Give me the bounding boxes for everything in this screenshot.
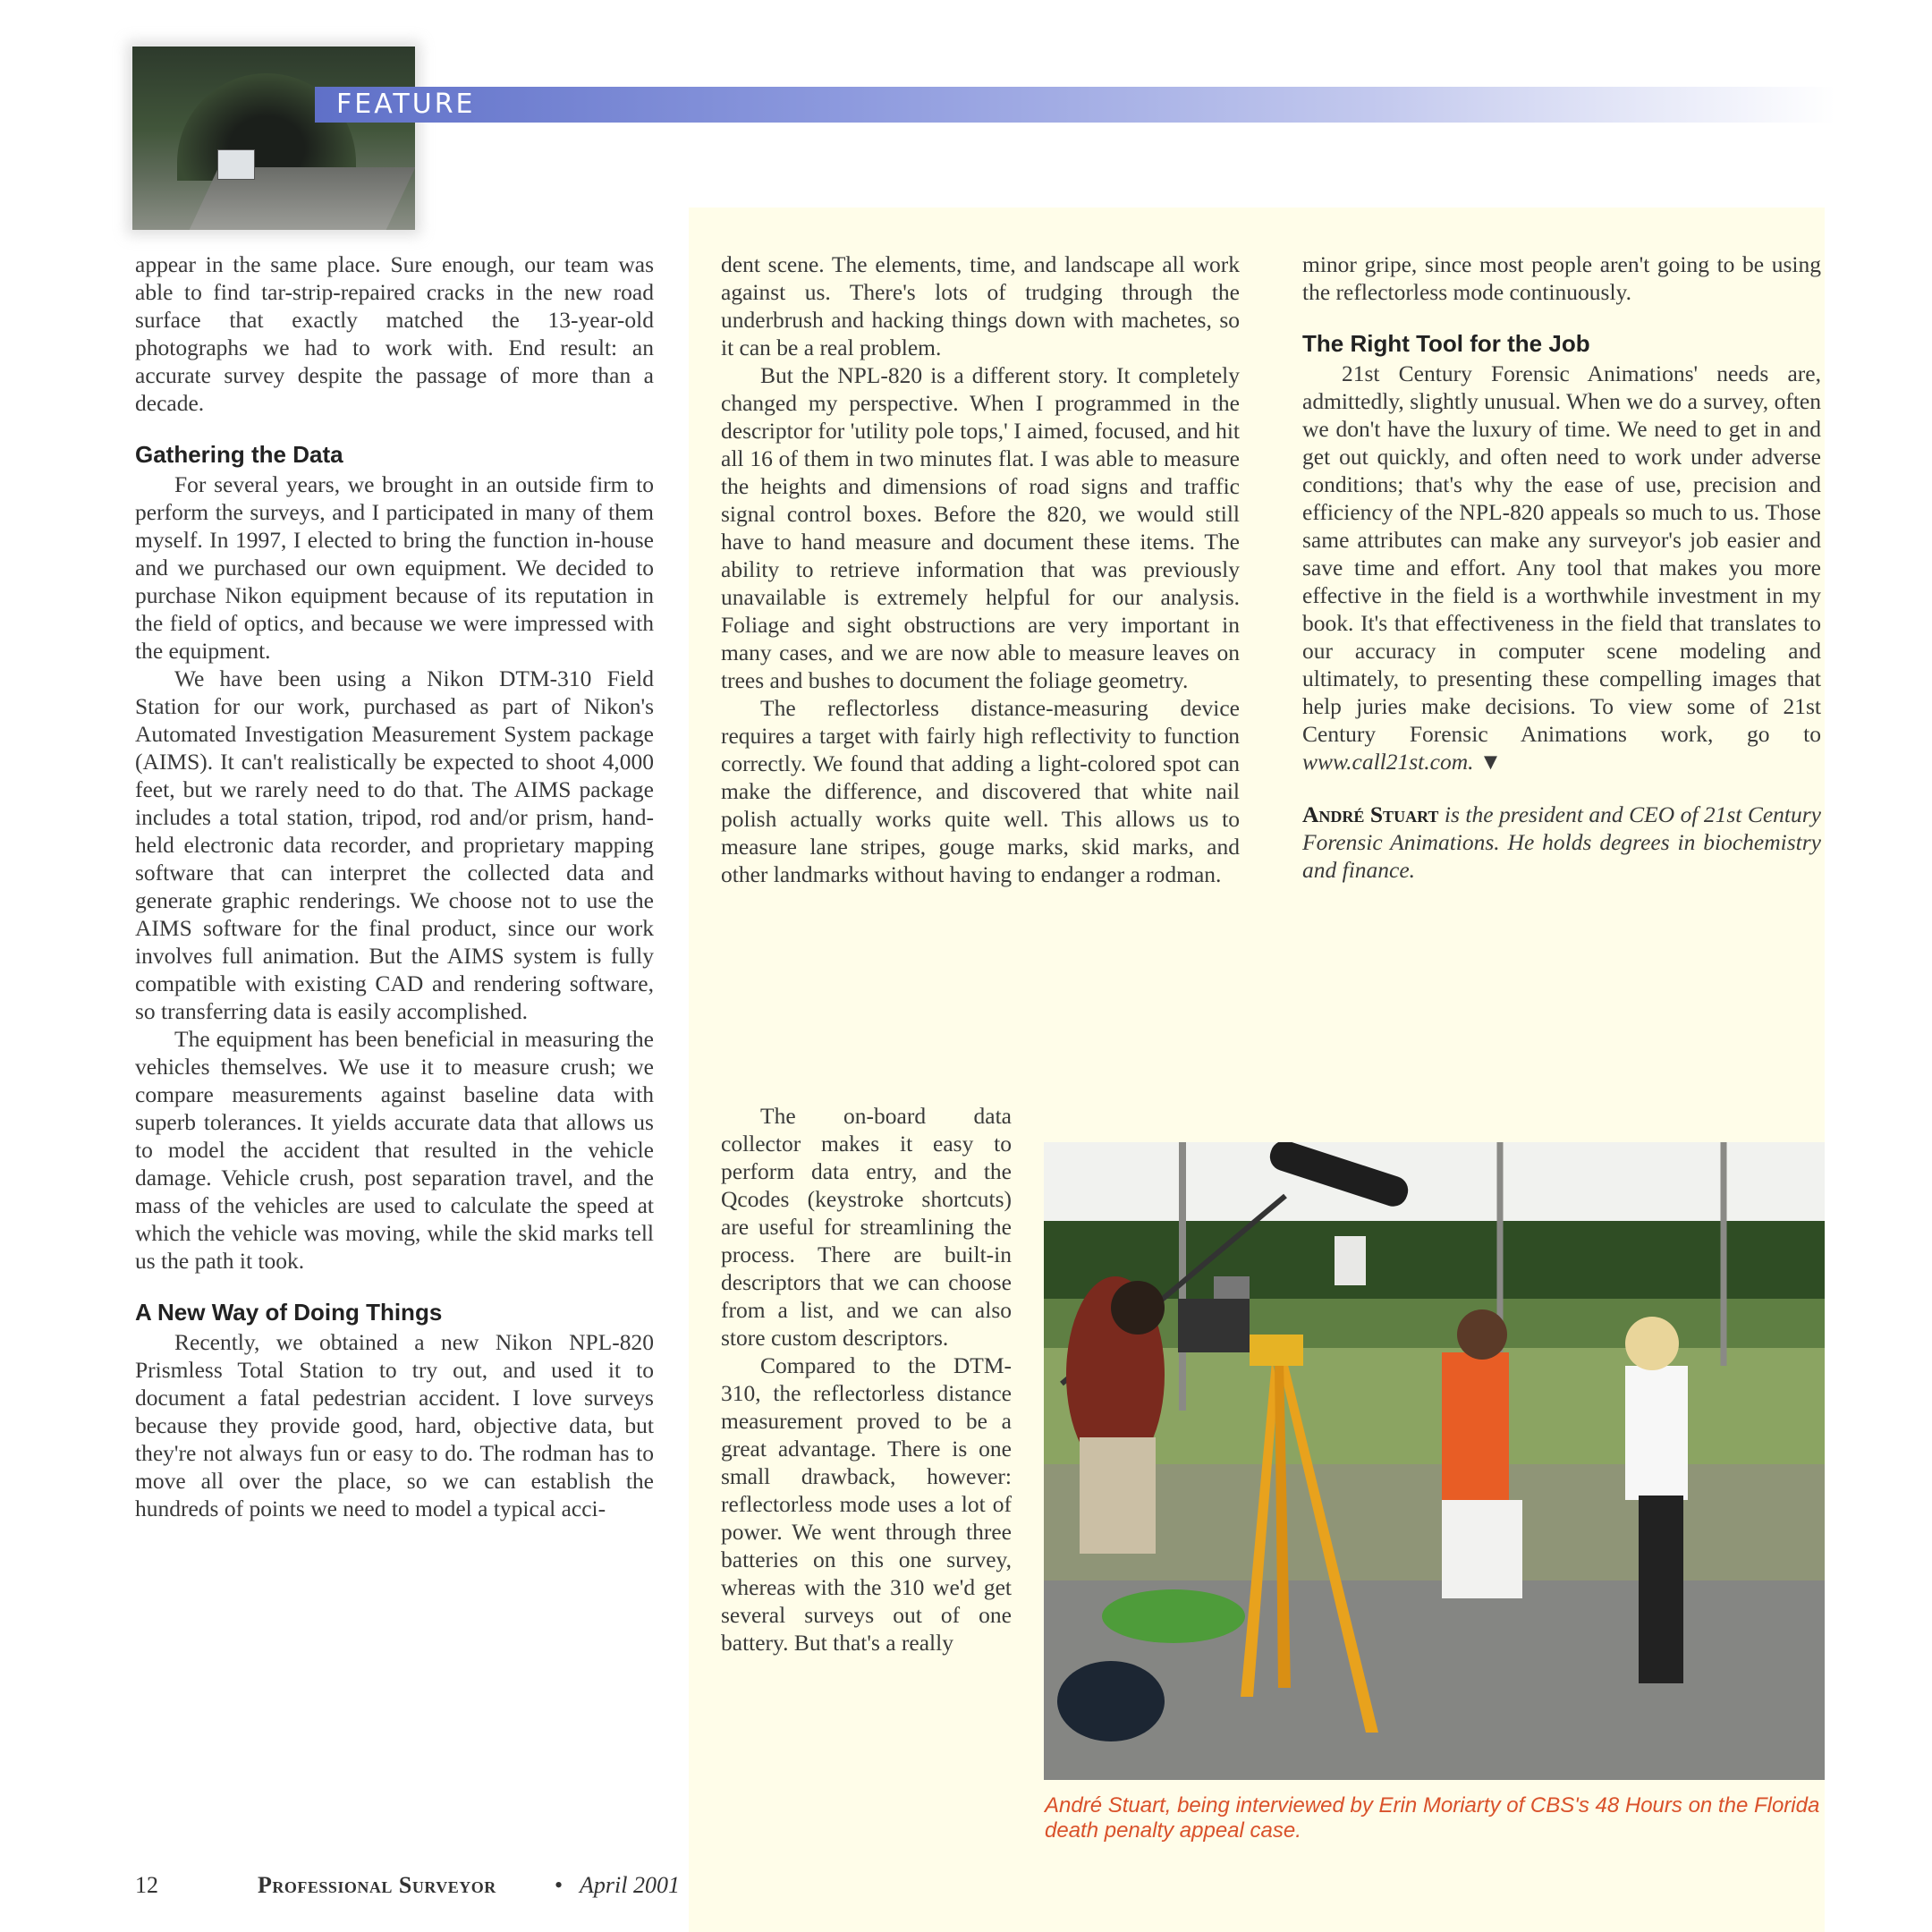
truck-graphic [217,149,255,180]
website-url: www.call21st.com. [1302,749,1474,775]
paragraph: The on-board data collector makes it easy to perform data entry, and the Qcodes (keystroke shortcuts) are useful for streamlining the process. There are built-in descriptors that we can choose from a list, and we can also store custom descriptors. [721,1103,1012,1351]
column-3 [1302,250,1821,884]
paragraph: Recently, we obtained a new Nikon NPL-820 Prismless Total Station to try out, and used it to document a fatal pedestrian accident. I love surveys because they provide good, hard, objective data, but they're not always fun or easy to do. The rodman has to move all over the place, so we can establish the hundreds of points we need to model a typical acci- [135,1329,654,1521]
paragraph-text: 21st Century Forensic Animations' needs are, admittedly, slightly unusual. When we do a survey, often we don't have the luxury of time. We need to get in and get out quickly, and often need to work under adverse conditions; that's why the ease of use, precision and efficiency of the NPL-820 appeals so much to us. Those same attributes can make any surveyor's job easier and save time and effort. Any tool that makes you more effective in the field is a worthwhile investment in my book. It's that effectiveness in the field that translates to our accuracy in computer scene modeling and ultimately, to presenting these compelling images that help juries make decisions. To view some of 21st Century Forensic Animations work, go to [1302,360,1821,747]
paragraph: For several years, we brought in an outside firm to perform the surveys, and I participated in many of them myself. In 1997, I elected to bring the function in-house and we purchased our own equipment. We decided to purchase Nikon equipment because of its reputation in the field of optics, and because we were impressed with the equipment. [135,471,654,664]
column-1 [135,250,654,1522]
feature-thumbnail-image [132,47,415,230]
author-bio [1302,801,1821,884]
feature-label: FEATURE [336,89,476,120]
paragraph [1302,360,1821,775]
paragraph: The equipment has been beneficial in measuring the vehicles themselves. We use it to measure crush; we compare measurements against baseline data with superb tolerances. It yields accurate data that allows us to model the accident that resulted in the vehicle damage. Vehicle crush, post separation travel, and the mass of the vehicles are used to calculate the speed at which the vehicle was moving, while the skid marks tell us the path it took. [135,1026,654,1274]
interview-photo-illustration [1044,1142,1825,1780]
page-number: 12 [135,1872,158,1898]
issue-date: April 2001 [580,1872,680,1898]
publication-name: Professional Surveyor [258,1872,496,1898]
paragraph: appear in the same place. Sure enough, our team was able to find tar-strip-repaired cracks in the new road surface that exactly matched the 13-year-old photographs we had to work with. End result: an accurate survey despite the passage of more than a decade. [135,251,654,416]
paragraph: Compared to the DTM-310, the reflectorless distance measurement proved to be a great advantage. There is one small drawback, however: reflectorless mode uses a lot of power. We went through three batteries on this one survey, whereas with the 310 we'd get several surveys out of one battery. But that's a really [721,1352,1012,1656]
paragraph: dent scene. The elements, time, and landscape all work against us. There's lots of trudging through the underbrush and hacking things down with machetes, so it can be a real problem. [721,251,1240,360]
column-2-narrow [721,1102,1012,1657]
paragraph: minor gripe, since most people aren't going to be using the reflectorless mode continuously. [1302,251,1821,305]
heading-new-way: A New Way of Doing Things [135,1299,443,1326]
author-bio-text: is the president and CEO of 21st Century Forensic Animations. He holds degrees in biochemistry and finance. [1302,801,1821,883]
author-name: André Stuart [1302,801,1439,827]
interview-photo [1044,1142,1825,1780]
heading-gathering-data: Gathering the Data [135,441,343,468]
footer-separator: • [555,1872,564,1898]
heading-right-tool: The Right Tool for the Job [1302,330,1590,357]
paragraph: We have been using a Nikon DTM-310 Field Station for our work, purchased as part of Nikon's Automated Investigation Measurement System package (AIMS). It can't realistically be expected to shoot 4,000 feet, but we rarely need to do that. The AIMS package includes a total station, tripod, rod and/or prism, hand-held electronic data recorder, and proprietary mapping software that can interpret the collected data and generate graphic renderings. We choose not to use the AIMS software for the final product, since our work involves full animation. But the AIMS system is fully compatible with existing CAD and rendering software, so transferring data is easily accomplished. [135,665,654,1024]
column-2 [721,250,1240,888]
feature-banner [315,87,1835,123]
photo-caption: André Stuart, being interviewed by Erin Moriarty of CBS's 48 Hours on the Florida death penalty appeal case. [1045,1793,1820,1843]
paragraph: The reflectorless distance-measuring device requires a target with fairly high reflectivity to function correctly. We found that adding a light-colored spot can make the difference, and discovered that white nail polish actually works quite well. This allows us to measure lane stripes, gouge marks, skid marks, and other landmarks without having to endanger a rodman. [721,695,1240,887]
end-mark-icon: ▼ [1479,749,1503,775]
paragraph: But the NPL-820 is a different story. It completely changed my perspective. When I programmed in the descriptor for 'utility pole tops,' I aimed, focused, and hit all 16 of them in two minutes flat. I was able to measure the heights and dimensions of road signs and traffic signal control boxes. Before the 820, we would still have to hand measure and document these items. The ability to retrieve information that was previously unavailable is extremely helpful for our analysis. Foliage and sight obstructions are very important in many cases, and we are now able to measure leaves on trees and bushes to document the foliage geometry. [721,362,1240,693]
